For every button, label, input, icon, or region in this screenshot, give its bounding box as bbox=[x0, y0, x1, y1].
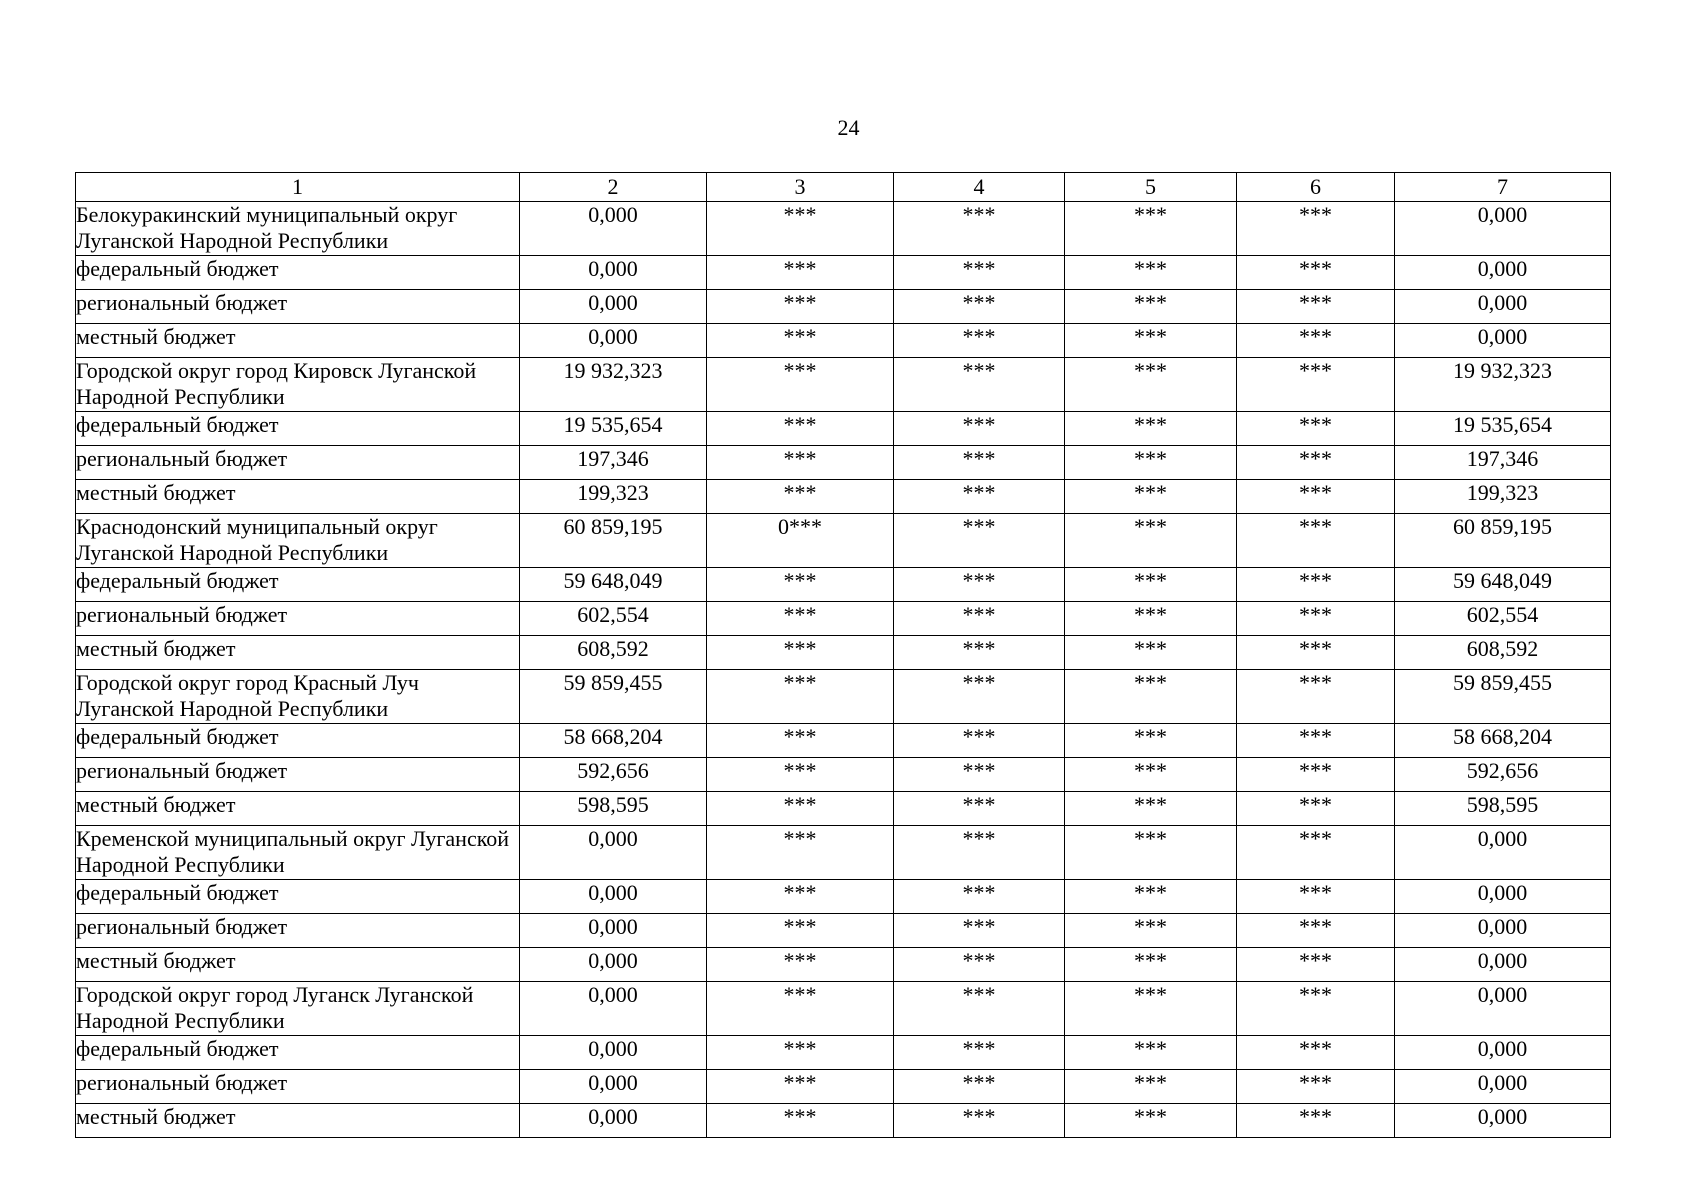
col7-value-cell: 592,656 bbox=[1395, 758, 1611, 792]
col4-value-cell: *** bbox=[894, 290, 1065, 324]
col7-value-cell: 0,000 bbox=[1395, 880, 1611, 914]
row-name-cell: местный бюджет bbox=[76, 792, 520, 826]
col3-value-cell: *** bbox=[707, 446, 894, 480]
table-row bbox=[76, 202, 1611, 256]
col3-value-cell: *** bbox=[707, 758, 894, 792]
col7-value-cell: 59 648,049 bbox=[1395, 568, 1611, 602]
col5-value-cell: *** bbox=[1065, 412, 1237, 446]
table-row bbox=[76, 948, 1611, 982]
col7-value-cell: 0,000 bbox=[1395, 290, 1611, 324]
col6-value-cell: *** bbox=[1237, 446, 1395, 480]
col4-value-cell: *** bbox=[894, 514, 1065, 568]
row-name-cell: федеральный бюджет bbox=[76, 412, 520, 446]
col7-value-cell: 602,554 bbox=[1395, 602, 1611, 636]
row-name-cell: местный бюджет bbox=[76, 480, 520, 514]
col5-value-cell: *** bbox=[1065, 948, 1237, 982]
row-name-cell: Кременской муниципальный округ Луганской Народной Республики bbox=[76, 826, 520, 880]
table-row bbox=[76, 636, 1611, 670]
row-name-cell: федеральный бюджет bbox=[76, 256, 520, 290]
col5-value-cell: *** bbox=[1065, 1070, 1237, 1104]
col7-value-cell: 19 535,654 bbox=[1395, 412, 1611, 446]
col6-value-cell: *** bbox=[1237, 758, 1395, 792]
col4-value-cell: *** bbox=[894, 948, 1065, 982]
col3-value-cell: *** bbox=[707, 724, 894, 758]
col4-value-cell: *** bbox=[894, 446, 1065, 480]
row-name-cell: федеральный бюджет bbox=[76, 568, 520, 602]
row-name-cell: Белокуракинский муниципальный округ Луганской Народной Республики bbox=[76, 202, 520, 256]
row-name-cell: региональный бюджет bbox=[76, 1070, 520, 1104]
col7-value-cell: 19 932,323 bbox=[1395, 358, 1611, 412]
row-name-cell: Городской округ город Луганск Луганской Народной Республики bbox=[76, 982, 520, 1036]
col6-value-cell: *** bbox=[1237, 1036, 1395, 1070]
col3-value-cell: *** bbox=[707, 1036, 894, 1070]
col4-value-cell: *** bbox=[894, 792, 1065, 826]
col6-value-cell: *** bbox=[1237, 826, 1395, 880]
col2-value-cell: 0,000 bbox=[520, 1070, 707, 1104]
col7-value-cell: 58 668,204 bbox=[1395, 724, 1611, 758]
col7-value-cell: 197,346 bbox=[1395, 446, 1611, 480]
col7-value-cell: 0,000 bbox=[1395, 1070, 1611, 1104]
table-row bbox=[76, 1070, 1611, 1104]
col7-value-cell: 0,000 bbox=[1395, 982, 1611, 1036]
col3-value-cell: *** bbox=[707, 290, 894, 324]
col5-value-cell: *** bbox=[1065, 358, 1237, 412]
row-name-cell: местный бюджет bbox=[76, 324, 520, 358]
table-row bbox=[76, 670, 1611, 724]
col6-value-cell: *** bbox=[1237, 636, 1395, 670]
col5-value-cell: *** bbox=[1065, 290, 1237, 324]
header-row bbox=[76, 173, 1611, 202]
col3-value-cell: 0*** bbox=[707, 514, 894, 568]
col6-value-cell: *** bbox=[1237, 982, 1395, 1036]
table-row bbox=[76, 358, 1611, 412]
col2-value-cell: 0,000 bbox=[520, 948, 707, 982]
col5-value-cell: *** bbox=[1065, 514, 1237, 568]
column-header-3: 3 bbox=[707, 173, 894, 202]
col4-value-cell: *** bbox=[894, 914, 1065, 948]
column-header-6: 6 bbox=[1237, 173, 1395, 202]
col6-value-cell: *** bbox=[1237, 202, 1395, 256]
row-name-cell: федеральный бюджет bbox=[76, 880, 520, 914]
table-row bbox=[76, 290, 1611, 324]
row-name-cell: местный бюджет bbox=[76, 948, 520, 982]
col4-value-cell: *** bbox=[894, 826, 1065, 880]
col7-value-cell: 608,592 bbox=[1395, 636, 1611, 670]
col4-value-cell: *** bbox=[894, 202, 1065, 256]
col5-value-cell: *** bbox=[1065, 568, 1237, 602]
col2-value-cell: 0,000 bbox=[520, 826, 707, 880]
column-header-7: 7 bbox=[1395, 173, 1611, 202]
col5-value-cell: *** bbox=[1065, 602, 1237, 636]
col6-value-cell: *** bbox=[1237, 358, 1395, 412]
col6-value-cell: *** bbox=[1237, 324, 1395, 358]
col6-value-cell: *** bbox=[1237, 514, 1395, 568]
table-row bbox=[76, 324, 1611, 358]
budget-table bbox=[75, 172, 1611, 1138]
col7-value-cell: 0,000 bbox=[1395, 256, 1611, 290]
col6-value-cell: *** bbox=[1237, 792, 1395, 826]
row-name-cell: региональный бюджет bbox=[76, 758, 520, 792]
col7-value-cell: 598,595 bbox=[1395, 792, 1611, 826]
table-row bbox=[76, 758, 1611, 792]
col7-value-cell: 0,000 bbox=[1395, 1104, 1611, 1138]
col4-value-cell: *** bbox=[894, 412, 1065, 446]
col3-value-cell: *** bbox=[707, 480, 894, 514]
table-row bbox=[76, 412, 1611, 446]
col2-value-cell: 592,656 bbox=[520, 758, 707, 792]
col2-value-cell: 0,000 bbox=[520, 202, 707, 256]
col5-value-cell: *** bbox=[1065, 202, 1237, 256]
col4-value-cell: *** bbox=[894, 724, 1065, 758]
table-row bbox=[76, 256, 1611, 290]
col3-value-cell: *** bbox=[707, 914, 894, 948]
row-name-cell: региональный бюджет bbox=[76, 446, 520, 480]
row-name-cell: Городской округ город Красный Луч Луганской Народной Республики bbox=[76, 670, 520, 724]
col7-value-cell: 0,000 bbox=[1395, 826, 1611, 880]
col7-value-cell: 0,000 bbox=[1395, 948, 1611, 982]
col3-value-cell: *** bbox=[707, 948, 894, 982]
col5-value-cell: *** bbox=[1065, 1104, 1237, 1138]
col5-value-cell: *** bbox=[1065, 758, 1237, 792]
col7-value-cell: 0,000 bbox=[1395, 1036, 1611, 1070]
col2-value-cell: 19 535,654 bbox=[520, 412, 707, 446]
col3-value-cell: *** bbox=[707, 880, 894, 914]
col5-value-cell: *** bbox=[1065, 446, 1237, 480]
col5-value-cell: *** bbox=[1065, 1036, 1237, 1070]
col2-value-cell: 0,000 bbox=[520, 880, 707, 914]
table-row bbox=[76, 792, 1611, 826]
table-row bbox=[76, 514, 1611, 568]
col7-value-cell: 60 859,195 bbox=[1395, 514, 1611, 568]
col2-value-cell: 0,000 bbox=[520, 982, 707, 1036]
table-row bbox=[76, 1104, 1611, 1138]
col3-value-cell: *** bbox=[707, 324, 894, 358]
table-row bbox=[76, 826, 1611, 880]
column-header-1: 1 bbox=[76, 173, 520, 202]
col5-value-cell: *** bbox=[1065, 324, 1237, 358]
col6-value-cell: *** bbox=[1237, 256, 1395, 290]
col5-value-cell: *** bbox=[1065, 480, 1237, 514]
col4-value-cell: *** bbox=[894, 1036, 1065, 1070]
col4-value-cell: *** bbox=[894, 568, 1065, 602]
col6-value-cell: *** bbox=[1237, 602, 1395, 636]
table-row bbox=[76, 880, 1611, 914]
col7-value-cell: 0,000 bbox=[1395, 914, 1611, 948]
col2-value-cell: 0,000 bbox=[520, 1104, 707, 1138]
page-number: 24 bbox=[837, 115, 860, 140]
col2-value-cell: 0,000 bbox=[520, 324, 707, 358]
col2-value-cell: 199,323 bbox=[520, 480, 707, 514]
col5-value-cell: *** bbox=[1065, 636, 1237, 670]
col5-value-cell: *** bbox=[1065, 670, 1237, 724]
col7-value-cell: 59 859,455 bbox=[1395, 670, 1611, 724]
column-header-5: 5 bbox=[1065, 173, 1237, 202]
col6-value-cell: *** bbox=[1237, 880, 1395, 914]
col4-value-cell: *** bbox=[894, 982, 1065, 1036]
col7-value-cell: 0,000 bbox=[1395, 202, 1611, 256]
col3-value-cell: *** bbox=[707, 568, 894, 602]
col4-value-cell: *** bbox=[894, 636, 1065, 670]
col3-value-cell: *** bbox=[707, 1070, 894, 1104]
row-name-cell: федеральный бюджет bbox=[76, 724, 520, 758]
col5-value-cell: *** bbox=[1065, 256, 1237, 290]
col2-value-cell: 19 932,323 bbox=[520, 358, 707, 412]
col3-value-cell: *** bbox=[707, 792, 894, 826]
col6-value-cell: *** bbox=[1237, 670, 1395, 724]
col2-value-cell: 59 859,455 bbox=[520, 670, 707, 724]
col2-value-cell: 0,000 bbox=[520, 256, 707, 290]
col6-value-cell: *** bbox=[1237, 290, 1395, 324]
col2-value-cell: 59 648,049 bbox=[520, 568, 707, 602]
col2-value-cell: 197,346 bbox=[520, 446, 707, 480]
col4-value-cell: *** bbox=[894, 758, 1065, 792]
table-row bbox=[76, 446, 1611, 480]
col3-value-cell: *** bbox=[707, 602, 894, 636]
col7-value-cell: 199,323 bbox=[1395, 480, 1611, 514]
col5-value-cell: *** bbox=[1065, 914, 1237, 948]
col2-value-cell: 602,554 bbox=[520, 602, 707, 636]
col6-value-cell: *** bbox=[1237, 480, 1395, 514]
row-name-cell: Краснодонский муниципальный округ Луганской Народной Республики bbox=[76, 514, 520, 568]
col4-value-cell: *** bbox=[894, 480, 1065, 514]
column-header-4: 4 bbox=[894, 173, 1065, 202]
table-row bbox=[76, 568, 1611, 602]
row-name-cell: федеральный бюджет bbox=[76, 1036, 520, 1070]
col4-value-cell: *** bbox=[894, 880, 1065, 914]
col5-value-cell: *** bbox=[1065, 982, 1237, 1036]
col6-value-cell: *** bbox=[1237, 914, 1395, 948]
row-name-cell: региональный бюджет bbox=[76, 914, 520, 948]
col2-value-cell: 598,595 bbox=[520, 792, 707, 826]
table-row bbox=[76, 602, 1611, 636]
col7-value-cell: 0,000 bbox=[1395, 324, 1611, 358]
col3-value-cell: *** bbox=[707, 256, 894, 290]
row-name-cell: местный бюджет bbox=[76, 1104, 520, 1138]
col3-value-cell: *** bbox=[707, 636, 894, 670]
row-name-cell: местный бюджет bbox=[76, 636, 520, 670]
col4-value-cell: *** bbox=[894, 256, 1065, 290]
col2-value-cell: 58 668,204 bbox=[520, 724, 707, 758]
col6-value-cell: *** bbox=[1237, 1104, 1395, 1138]
table-row bbox=[76, 724, 1611, 758]
row-name-cell: региональный бюджет bbox=[76, 602, 520, 636]
table-row bbox=[76, 982, 1611, 1036]
col4-value-cell: *** bbox=[894, 1104, 1065, 1138]
col6-value-cell: *** bbox=[1237, 724, 1395, 758]
col4-value-cell: *** bbox=[894, 1070, 1065, 1104]
col4-value-cell: *** bbox=[894, 670, 1065, 724]
col3-value-cell: *** bbox=[707, 826, 894, 880]
col2-value-cell: 0,000 bbox=[520, 914, 707, 948]
table-row bbox=[76, 480, 1611, 514]
col5-value-cell: *** bbox=[1065, 724, 1237, 758]
col6-value-cell: *** bbox=[1237, 412, 1395, 446]
col3-value-cell: *** bbox=[707, 1104, 894, 1138]
row-name-cell: Городской округ город Кировск Луганской Народной Республики bbox=[76, 358, 520, 412]
table-row bbox=[76, 1036, 1611, 1070]
col3-value-cell: *** bbox=[707, 358, 894, 412]
col6-value-cell: *** bbox=[1237, 1070, 1395, 1104]
col4-value-cell: *** bbox=[894, 358, 1065, 412]
table-body bbox=[76, 202, 1611, 1138]
col2-value-cell: 608,592 bbox=[520, 636, 707, 670]
col2-value-cell: 0,000 bbox=[520, 1036, 707, 1070]
col3-value-cell: *** bbox=[707, 412, 894, 446]
row-name-cell: региональный бюджет bbox=[76, 290, 520, 324]
col5-value-cell: *** bbox=[1065, 792, 1237, 826]
col2-value-cell: 60 859,195 bbox=[520, 514, 707, 568]
col3-value-cell: *** bbox=[707, 670, 894, 724]
col5-value-cell: *** bbox=[1065, 826, 1237, 880]
table-row bbox=[76, 914, 1611, 948]
col6-value-cell: *** bbox=[1237, 568, 1395, 602]
column-header-2: 2 bbox=[520, 173, 707, 202]
col5-value-cell: *** bbox=[1065, 880, 1237, 914]
col3-value-cell: *** bbox=[707, 982, 894, 1036]
col6-value-cell: *** bbox=[1237, 948, 1395, 982]
col4-value-cell: *** bbox=[894, 324, 1065, 358]
col4-value-cell: *** bbox=[894, 602, 1065, 636]
col3-value-cell: *** bbox=[707, 202, 894, 256]
col2-value-cell: 0,000 bbox=[520, 290, 707, 324]
